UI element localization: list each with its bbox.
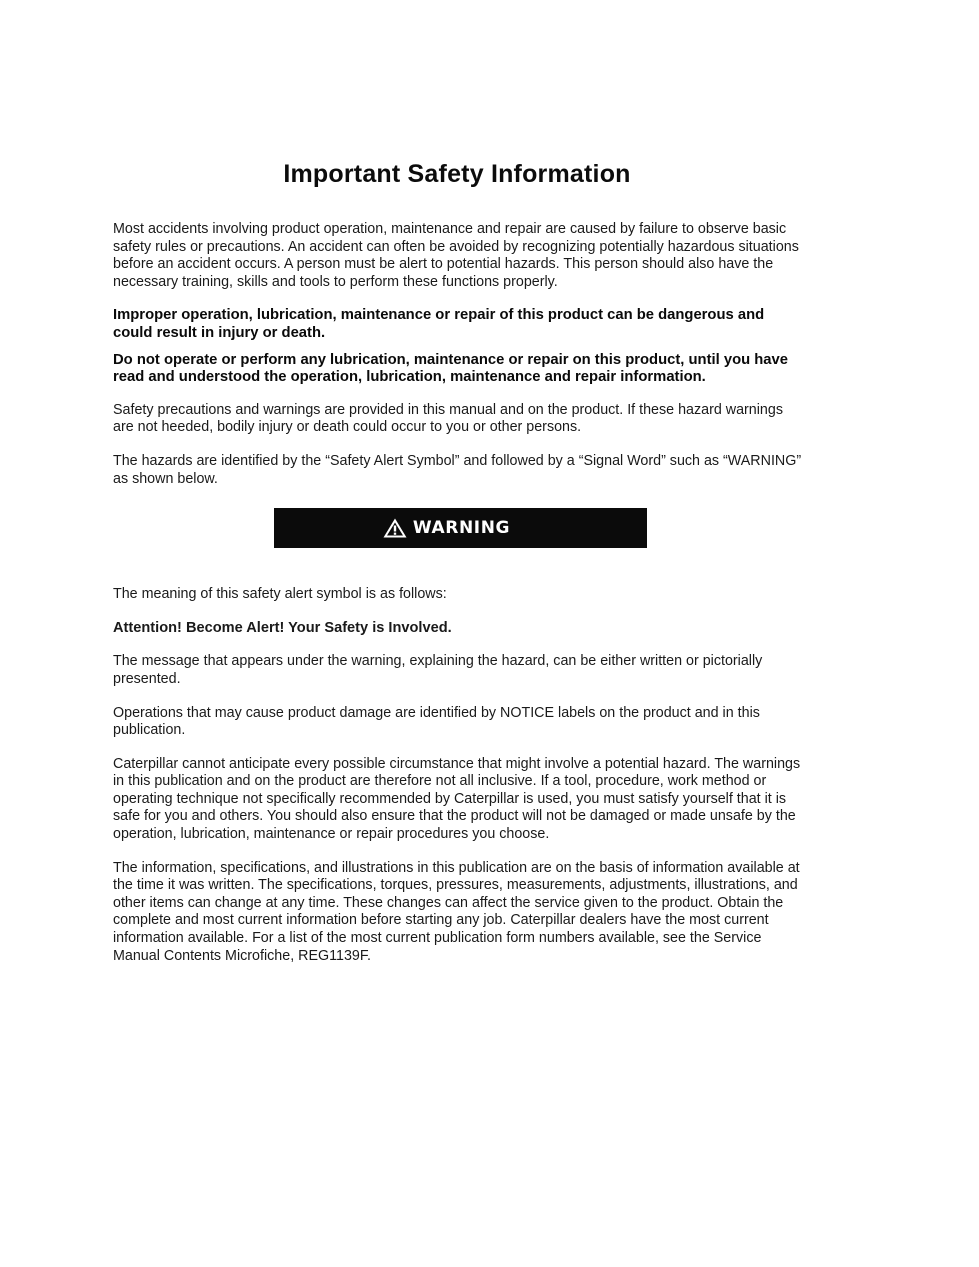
precautions-paragraph: Safety precautions and warnings are provided in this manual and on the product. If these hazard warnings are not heeded, bodily injury or death could occur to you or other persons. (113, 401, 783, 436)
caterpillar-paragraph: Caterpillar cannot anticipate every possible circumstance that might involve a potential hazard. The warnings in this publication and on the product are therefore not all inclusive. If a tool, procedure, work method or operating technique not specifically recommended by Caterpillar is used, you must satisfy yourself that it is safe for you and others. You should also ensure that the product will not be damaged or made unsafe by the operation, lubrication, maintenance or repair procedures you choose. (113, 755, 801, 843)
warning-banner (274, 508, 647, 548)
message-paragraph: The message that appears under the warning, explaining the hazard, can be either written or pictorially presented. (113, 653, 763, 687)
warning-banner-wrapper (113, 506, 807, 546)
safety-alert-triangle-icon (383, 518, 407, 538)
body-text (113, 221, 807, 981)
warning-label: WARNING (412, 518, 511, 539)
operations-paragraph: Operations that may cause product damage are identified by NOTICE labels on the product and in this publication. (113, 704, 760, 739)
hazards-paragraph: The hazards are identified by the “Safety Alert Symbol” and followed by a “Signal Word” such as “WARNING” as shown below. (113, 452, 802, 487)
meaning-paragraph: The meaning of this safety alert symbol is as follows: (113, 586, 447, 603)
page-title: Important Safety Information (283, 160, 631, 188)
attention-paragraph: Attention! Become Alert! Your Safety is Involved. (113, 619, 452, 636)
intro-paragraph: Most accidents involving product operation, maintenance and repair are caused by failure to observe basic safety rules or precautions. An accident can often be avoided by recognizing potentially hazardous situations before an accident occurs. A person must be alert to potential hazards. This person should also have the necessary training, skills and tools to perform these functions properly. (113, 221, 799, 290)
improper-use-warning-paragraph: Improper operation, lubrication, maintenance or repair of this product can be dangerous and could result in injury or death. (113, 307, 765, 341)
warning-banner-content (383, 518, 510, 538)
do-not-operate-paragraph: Do not operate or perform any lubrication, maintenance or repair on this product, until you have read and understood the operation, lubrication, maintenance and repair information. (113, 351, 788, 386)
information-paragraph: The information, specifications, and illustrations in this publication are on the basis of information available at the time it was written. The specifications, torques, pressures, measurements, adjustments, illustrations, and other items can change at any time. These changes can affect the service given to the product. Obtain the complete and most current information before starting any job. Caterpillar dealers have the most current information available. For a list of the most current publication form numbers available, see the Service Manual Contents Microfiche, REG1139F. (113, 859, 800, 964)
